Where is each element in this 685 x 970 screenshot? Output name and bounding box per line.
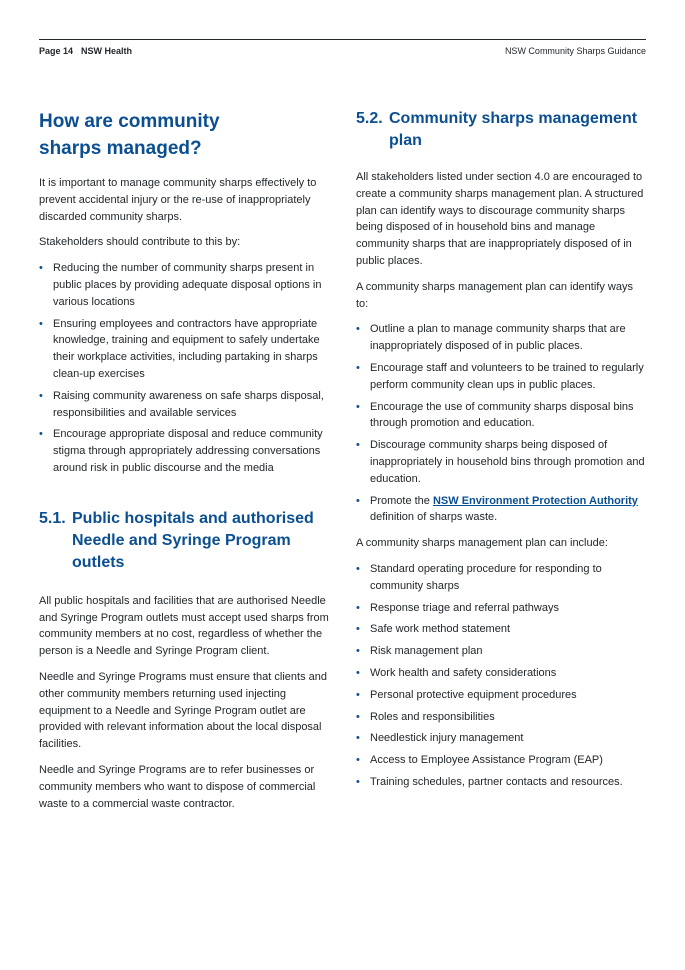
plan-include-list <box>356 561 648 791</box>
body-paragraph: All public hospitals and facilities that are authorised Needle and Syringe Program outlets must accept used sharps from community members at no cost, regardless of whether the person is a Needle and Syringe Program client. <box>39 594 329 658</box>
body-paragraph: Needle and Syringe Programs must ensure that clients and other community members returning used injecting equipment to a Needle and Syringe Program outlet are provided with relevant information about the local disposal facilities. <box>39 670 327 751</box>
epa-link[interactable]: NSW Environment Protection Authority <box>432 494 638 507</box>
section-number: 5.2. <box>356 110 383 127</box>
section-heading-5-1 <box>39 508 331 574</box>
list-item: • Response triage and referral pathways <box>356 600 648 617</box>
section-title: Public hospitals and authorised Needle and Syringe Program outlets <box>72 509 314 571</box>
promote-prefix: Promote the <box>370 494 430 507</box>
list-item: • Raising community awareness on safe sharps disposal, responsibilities and available services <box>39 388 331 422</box>
list-item: • Encourage staff and volunteers to be trained to regularly perform community clean ups in public places. <box>356 360 648 394</box>
intro-paragraph: It is important to manage community sharps effectively to prevent accidental injury or the re-use of inappropriately discarded community sharps. <box>39 177 317 223</box>
list-item: • Needlestick injury management <box>356 730 648 747</box>
header-doc-title: NSW Community Sharps Guidance <box>504 46 646 56</box>
list-item: • Roles and responsibilities <box>356 709 648 726</box>
right-column <box>356 108 648 791</box>
list-item: • Encourage the use of community sharps disposal bins through promotion and education. <box>356 399 648 433</box>
plan-intro: All stakeholders listed under section 4.0 are encouraged to create a community sharps management plan. A structured plan can identify ways to discourage community sharps being disposed of in household bins and manage community sharps that are inappropriately disposed of in public places. <box>356 171 644 267</box>
header-org: NSW Health <box>81 46 133 56</box>
list-item: • Reducing the number of community sharps present in public places by providing adequate disposal options in various locations <box>39 260 331 310</box>
list-item: • Ensuring employees and contractors have appropriate knowledge, training and equipment to safely undertake their workplace activities, including partaking in sharps clean-up exercises <box>39 316 331 383</box>
list-item: • Safe work method statement <box>356 621 648 638</box>
plan-lead: A community sharps management plan can identify ways to: <box>356 280 633 310</box>
list-item: • Discourage community sharps being disposed of inappropriately in household bins through promotion and education. <box>356 437 648 487</box>
list-item: • Standard operating procedure for responding to community sharps <box>356 561 648 595</box>
list-item: • Personal protective equipment procedures <box>356 687 648 704</box>
header-left <box>39 46 132 56</box>
section-number: 5.1. <box>39 509 66 527</box>
stakeholder-list <box>39 260 331 477</box>
list-item: • Risk management plan <box>356 643 648 660</box>
include-lead: A community sharps management plan can include: <box>356 537 608 550</box>
list-item: • Outline a plan to manage community sharps that are inappropriately disposed of in public places. <box>356 321 648 355</box>
page-header <box>39 39 646 56</box>
section-heading-5-2 <box>356 108 648 152</box>
stakeholders-lead: Stakeholders should contribute to this by: <box>39 236 241 249</box>
section-title: Community sharps management plan <box>389 110 638 149</box>
page-heading: How are community sharps managed? <box>39 111 220 159</box>
plan-ways-list <box>356 321 648 526</box>
list-item: • Access to Employee Assistance Program (EAP) <box>356 752 648 769</box>
promote-suffix: definition of sharps waste. <box>370 511 498 524</box>
list-item <box>356 493 648 527</box>
body-paragraph: Needle and Syringe Programs are to refer businesses or community members who want to dispose of commercial waste to a commercial waste contractor. <box>39 763 316 810</box>
left-column <box>39 108 331 812</box>
list-item: • Encourage appropriate disposal and reduce community stigma through appropriately addressing conversations around risk in public discourse and the media <box>39 426 331 476</box>
page-number: Page 14 <box>39 46 74 56</box>
list-item: • Work health and safety considerations <box>356 665 648 682</box>
list-item: • Training schedules, partner contacts and resources. <box>356 774 648 791</box>
